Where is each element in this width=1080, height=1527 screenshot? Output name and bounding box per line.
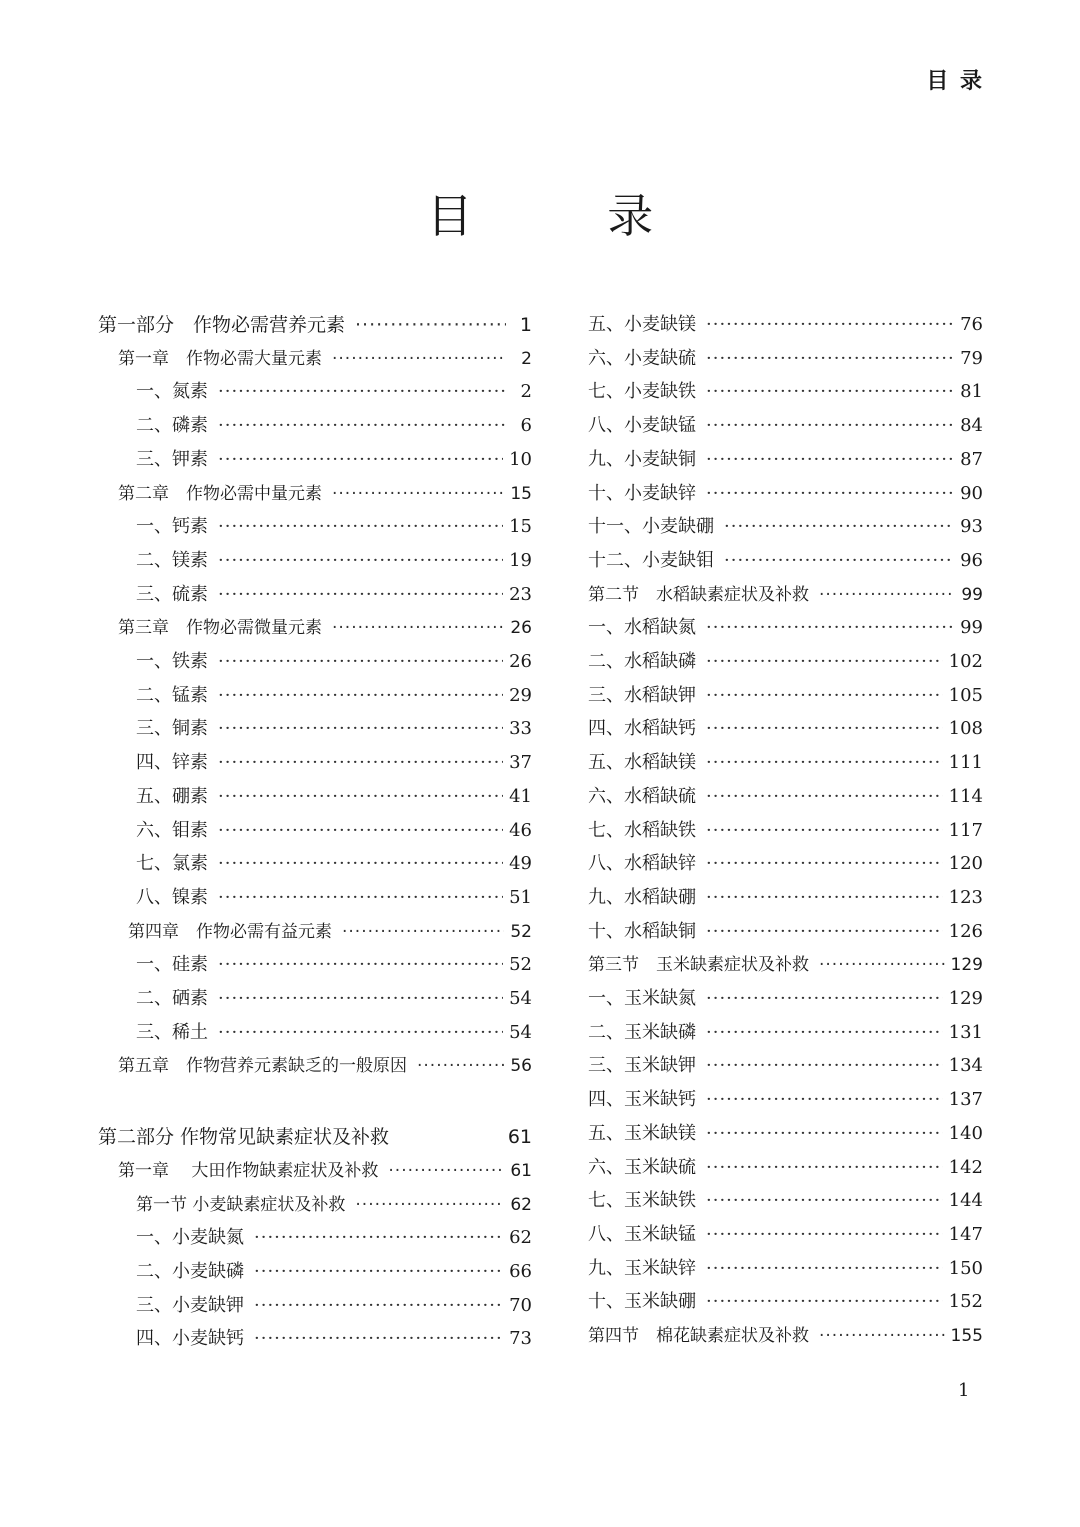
toc-entry[interactable] [588, 681, 983, 707]
toc-entry[interactable] [588, 479, 983, 505]
toc-entry-title: 第一章 作物必需大量元素 [118, 349, 322, 369]
toc-entry-title: 第五章 作物营养元素缺乏的一般原因 [118, 1056, 407, 1076]
toc-entry-page: 105 [948, 685, 983, 706]
toc-entry-title: 三、水稻缺钾 [588, 685, 696, 706]
toc-entry-title: 十、玉米缺硼 [588, 1291, 696, 1312]
running-header: 目 录 [926, 69, 984, 94]
toc-entry-page: 134 [948, 1055, 983, 1076]
toc-entry-title: 第一部分 作物必需营养元素 [98, 314, 346, 336]
toc-entry[interactable] [98, 310, 532, 337]
toc-entry-page: 73 [509, 1328, 532, 1349]
toc-entry-title: 三、稀土 [136, 1022, 208, 1043]
toc-entry[interactable] [118, 1156, 532, 1181]
leader-dots [706, 1055, 943, 1076]
toc-entry-page: 150 [948, 1258, 983, 1279]
toc-entry-page: 15 [510, 484, 532, 504]
toc-entry-title: 五、玉米缺镁 [588, 1123, 696, 1144]
toc-entry[interactable] [136, 883, 532, 909]
toc-entry[interactable] [588, 1321, 983, 1346]
toc-entry-title: 二、锰素 [136, 685, 208, 706]
toc-entry[interactable] [588, 344, 983, 370]
toc-entry-page: 99 [961, 585, 983, 605]
leader-dots [706, 921, 943, 942]
toc-entry-title: 第二节 水稻缺素症状及补救 [588, 585, 809, 605]
toc-entry[interactable] [136, 681, 532, 707]
toc-entry[interactable] [136, 950, 532, 976]
toc-entry-title: 七、玉米缺铁 [588, 1190, 696, 1211]
toc-entry-title: 第一节 小麦缺素症状及补救 [136, 1195, 346, 1215]
toc-entry[interactable] [136, 1291, 532, 1317]
toc-entry-title: 五、小麦缺镁 [588, 314, 696, 335]
toc-entry-page: 52 [510, 922, 532, 942]
toc-entry[interactable] [588, 377, 983, 403]
toc-entry-page: 61 [507, 1126, 532, 1148]
leader-dots [706, 1022, 943, 1043]
leader-dots [355, 1195, 504, 1215]
leader-dots [218, 415, 506, 436]
toc-entry-title: 七、氯素 [136, 853, 208, 874]
leader-dots [706, 1258, 943, 1279]
toc-entry-page: 46 [509, 820, 532, 841]
leader-dots [218, 550, 503, 571]
leader-dots [218, 988, 503, 1009]
toc-entry-title: 三、玉米缺钾 [588, 1055, 696, 1076]
toc-entry[interactable] [588, 1186, 983, 1212]
toc-entry-title: 第一章 大田作物缺素症状及补救 [118, 1161, 379, 1181]
toc-entry-page: 142 [948, 1157, 983, 1178]
toc-entry-title: 八、小麦缺锰 [588, 415, 696, 436]
toc-entry[interactable] [136, 377, 532, 403]
toc-entry-page: 70 [509, 1295, 532, 1316]
leader-dots [706, 348, 954, 369]
leader-dots [332, 484, 504, 504]
toc-entry-page: 87 [960, 449, 983, 470]
toc-entry[interactable] [136, 546, 532, 572]
leader-dots [417, 1056, 504, 1076]
toc-entry[interactable] [136, 411, 532, 437]
leader-dots [724, 550, 954, 571]
toc-entry[interactable] [136, 445, 532, 471]
toc-entry-page: 114 [948, 786, 983, 807]
toc-entry-title: 四、小麦缺钙 [136, 1328, 244, 1349]
toc-entry-title: 二、玉米缺磷 [588, 1022, 696, 1043]
toc-entry-title: 四、水稻缺钙 [588, 718, 696, 739]
toc-entry[interactable] [588, 782, 983, 808]
toc-entry-title: 五、水稻缺镁 [588, 752, 696, 773]
leader-dots [706, 1089, 943, 1110]
toc-entry-page: 33 [509, 718, 532, 739]
toc-entry-title: 二、水稻缺磷 [588, 651, 696, 672]
toc-entry-title: 七、小麦缺铁 [588, 381, 696, 402]
toc-entry[interactable] [118, 344, 532, 369]
toc-entry[interactable] [588, 310, 983, 336]
toc-entry-page: 102 [948, 651, 983, 672]
toc-entry-page: 19 [509, 550, 532, 571]
toc-entry[interactable] [588, 1051, 983, 1077]
leader-dots [218, 584, 503, 605]
leader-dots [218, 449, 503, 470]
toc-entry-page: 41 [509, 786, 532, 807]
leader-dots [706, 1123, 943, 1144]
leader-dots [342, 922, 504, 942]
toc-entry-title: 一、硅素 [136, 954, 208, 975]
toc-entry[interactable] [588, 445, 983, 471]
toc-entry-page: 120 [948, 853, 983, 874]
toc-entry[interactable] [588, 748, 983, 774]
toc-entry-title: 三、小麦缺钾 [136, 1295, 244, 1316]
leader-dots [706, 483, 954, 504]
leader-dots [332, 618, 504, 638]
toc-entry-page: 15 [509, 516, 532, 537]
toc-entry-page: 62 [510, 1195, 532, 1215]
toc-entry-page: 37 [509, 752, 532, 773]
toc-entry-page: 29 [509, 685, 532, 706]
toc-entry-title: 八、镍素 [136, 887, 208, 908]
toc-entry-page: 147 [948, 1224, 983, 1245]
toc-entry-title: 三、钾素 [136, 449, 208, 470]
leader-dots [819, 1326, 945, 1346]
toc-entry-page: 61 [510, 1161, 532, 1181]
leader-dots [254, 1261, 503, 1282]
page-title: 目 录 [426, 189, 714, 243]
toc-entry[interactable] [588, 1018, 983, 1044]
toc-entry[interactable] [118, 1051, 532, 1076]
toc-entry-title: 九、玉米缺锌 [588, 1258, 696, 1279]
leader-dots [388, 1161, 504, 1181]
leader-dots [218, 381, 506, 402]
toc-entry-page: 117 [948, 820, 983, 841]
leader-dots [218, 1022, 503, 1043]
leader-dots [819, 955, 945, 975]
toc-entry-title: 九、小麦缺铜 [588, 449, 696, 470]
toc-entry-page: 79 [960, 348, 983, 369]
toc-entry-title: 八、水稻缺锌 [588, 853, 696, 874]
toc-entry[interactable] [588, 512, 983, 538]
leader-dots [254, 1295, 503, 1316]
leader-dots [218, 887, 503, 908]
toc-entry-title: 七、水稻缺铁 [588, 820, 696, 841]
toc-entry[interactable] [588, 883, 983, 909]
toc-entry-title: 八、玉米缺锰 [588, 1224, 696, 1245]
toc-entry[interactable] [136, 1324, 532, 1350]
leader-dots [218, 516, 503, 537]
toc-entry[interactable] [588, 849, 983, 875]
toc-entry[interactable] [136, 512, 532, 538]
leader-dots [706, 449, 954, 470]
toc-entry[interactable] [588, 546, 983, 572]
toc-entry[interactable] [588, 647, 983, 673]
toc-entry-page: 131 [948, 1022, 983, 1043]
toc-entry-title: 六、玉米缺硫 [588, 1157, 696, 1178]
toc-entry[interactable] [588, 714, 983, 740]
leader-dots [218, 820, 503, 841]
toc-entry-page: 108 [948, 718, 983, 739]
toc-entry-page: 129 [950, 955, 983, 975]
leader-dots [706, 415, 954, 436]
toc-entry-page: 56 [510, 1056, 532, 1076]
toc-entry-page: 54 [509, 1022, 532, 1043]
toc-entry-page: 2 [520, 381, 532, 402]
toc-entry-page: 84 [960, 415, 983, 436]
leader-dots [706, 752, 943, 773]
toc-entry[interactable] [136, 816, 532, 842]
leader-dots [706, 381, 954, 402]
toc-entry[interactable] [136, 984, 532, 1010]
leader-dots [332, 349, 506, 369]
leader-dots [706, 820, 943, 841]
toc-entry-title: 第三章 作物必需微量元素 [118, 618, 322, 638]
toc-entry[interactable] [588, 917, 983, 943]
toc-entry-page: 152 [948, 1291, 983, 1312]
leader-dots [218, 853, 503, 874]
toc-entry-page: 144 [948, 1190, 983, 1211]
toc-entry[interactable] [136, 647, 532, 673]
toc-entry-title: 第二章 作物必需中量元素 [118, 484, 322, 504]
leader-dots [218, 718, 503, 739]
toc-entry[interactable] [136, 580, 532, 606]
toc-entry[interactable] [118, 613, 532, 638]
toc-entry-page: 10 [509, 449, 532, 470]
leader-dots [706, 617, 954, 638]
toc-entry-page: 111 [948, 752, 983, 773]
toc-entry-title: 二、硒素 [136, 988, 208, 1009]
toc-entry-title: 四、锌素 [136, 752, 208, 773]
toc-entry[interactable] [136, 849, 532, 875]
leader-dots [254, 1227, 503, 1248]
toc-entry-title: 十、水稻缺铜 [588, 921, 696, 942]
toc-entry[interactable] [136, 1190, 532, 1215]
toc-entry[interactable] [136, 714, 532, 740]
toc-entry[interactable] [588, 984, 983, 1010]
toc-entry-title: 五、硼素 [136, 786, 208, 807]
leader-dots [819, 585, 955, 605]
toc-entry-title: 九、水稻缺硼 [588, 887, 696, 908]
toc-entry-page: 96 [960, 550, 983, 571]
toc-entry-title: 一、玉米缺氮 [588, 988, 696, 1009]
toc-entry-page: 62 [509, 1227, 532, 1248]
leader-dots [706, 853, 943, 874]
toc-entry-title: 第四节 棉花缺素症状及补救 [588, 1326, 809, 1346]
leader-dots [218, 752, 503, 773]
toc-entry[interactable] [588, 950, 983, 975]
leader-dots [724, 516, 954, 537]
toc-entry-page: 93 [960, 516, 983, 537]
leader-dots [706, 887, 943, 908]
leader-dots [706, 685, 943, 706]
toc-entry-title: 十、小麦缺锌 [588, 483, 696, 504]
toc-entry-page: 123 [948, 887, 983, 908]
toc-entry-page: 54 [509, 988, 532, 1009]
toc-entry-title: 二、镁素 [136, 550, 208, 571]
toc-entry-title: 二、磷素 [136, 415, 208, 436]
leader-dots [706, 651, 943, 672]
toc-entry[interactable] [136, 1018, 532, 1044]
toc-entry[interactable] [588, 1119, 983, 1145]
leader-dots [355, 314, 506, 336]
page-number: 1 [958, 1380, 970, 1401]
leader-dots [218, 786, 503, 807]
toc-entry-page: 90 [960, 483, 983, 504]
toc-entry[interactable] [118, 479, 532, 504]
toc-entry-page: 51 [509, 887, 532, 908]
toc-entry[interactable] [136, 748, 532, 774]
toc-entry-page: 66 [509, 1261, 532, 1282]
toc-entry-title: 二、小麦缺磷 [136, 1261, 244, 1282]
toc-entry[interactable] [128, 917, 532, 942]
toc-entry-page: 129 [948, 988, 983, 1009]
toc-entry-page: 140 [948, 1123, 983, 1144]
toc-entry-title: 一、钙素 [136, 516, 208, 537]
leader-dots [706, 314, 954, 335]
toc-entry[interactable] [588, 1153, 983, 1179]
toc-entry[interactable] [588, 1287, 983, 1313]
toc-entry[interactable] [588, 1085, 983, 1111]
toc-entry[interactable] [588, 1220, 983, 1246]
leader-dots [706, 786, 943, 807]
toc-entry-page: 26 [509, 651, 532, 672]
toc-entry-page: 126 [948, 921, 983, 942]
toc-entry-title: 一、铁素 [136, 651, 208, 672]
toc-entry-title: 第二部分 作物常见缺素症状及补救 [98, 1126, 390, 1148]
toc-entry-page: 26 [510, 618, 532, 638]
toc-entry-page: 1 [519, 314, 532, 336]
toc-entry-page: 23 [509, 584, 532, 605]
toc-entry-page: 155 [950, 1326, 983, 1346]
toc-entry-page: 99 [960, 617, 983, 638]
leader-dots [706, 1224, 943, 1245]
toc-entry-title: 三、硫素 [136, 584, 208, 605]
toc-entry-page: 76 [960, 314, 983, 335]
leader-dots [706, 1291, 943, 1312]
leader-dots [218, 954, 503, 975]
toc-entry-title: 第三节 玉米缺素症状及补救 [588, 955, 809, 975]
toc-entry[interactable] [588, 411, 983, 437]
toc-entry-title: 四、玉米缺钙 [588, 1089, 696, 1110]
toc-entry-title: 十二、小麦缺钼 [588, 550, 714, 571]
leader-dots [706, 1157, 943, 1178]
toc-entry-page: 6 [520, 415, 532, 436]
leader-dots [218, 651, 503, 672]
leader-dots [218, 685, 503, 706]
toc-entry-page: 137 [948, 1089, 983, 1110]
toc-entry-title: 十一、小麦缺硼 [588, 516, 714, 537]
leader-dots [706, 1190, 943, 1211]
toc-entry[interactable] [588, 1254, 983, 1280]
toc-entry-title: 第四章 作物必需有益元素 [128, 922, 332, 942]
toc-entry-title: 三、铜素 [136, 718, 208, 739]
toc-entry-title: 六、水稻缺硫 [588, 786, 696, 807]
toc-entry-page: 2 [521, 349, 532, 369]
toc-entry[interactable] [588, 816, 983, 842]
toc-entry-title: 六、小麦缺硫 [588, 348, 696, 369]
toc-entry[interactable] [588, 580, 983, 605]
toc-entry-page: 81 [960, 381, 983, 402]
leader-dots [706, 988, 943, 1009]
toc-entry-title: 一、氮素 [136, 381, 208, 402]
toc-entry[interactable] [136, 1223, 532, 1249]
toc-entry[interactable] [136, 782, 532, 808]
toc-entry-page: 49 [509, 853, 532, 874]
leader-dots [254, 1328, 503, 1349]
toc-entry[interactable] [136, 1257, 532, 1283]
toc-entry[interactable] [98, 1122, 532, 1149]
toc-entry-title: 六、钼素 [136, 820, 208, 841]
toc-entry-page: 52 [509, 954, 532, 975]
toc-entry-title: 一、小麦缺氮 [136, 1227, 244, 1248]
leader-dots [706, 718, 943, 739]
toc-entry[interactable] [588, 613, 983, 639]
toc-entry-title: 一、水稻缺氮 [588, 617, 696, 638]
